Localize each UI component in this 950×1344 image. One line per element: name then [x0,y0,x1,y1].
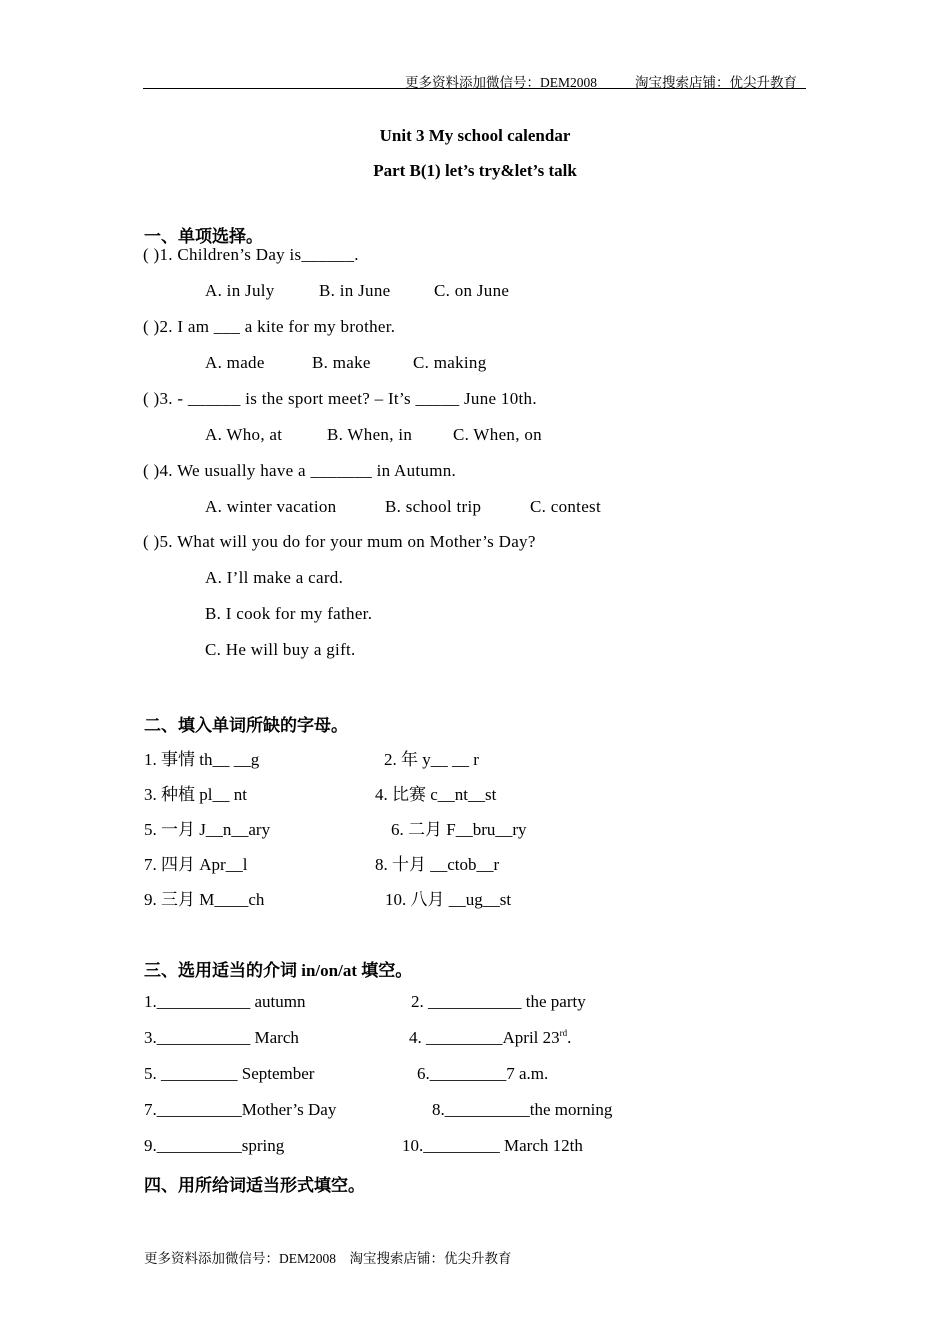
prep-item-8: 8.__________the morning [432,1100,613,1119]
question-2-stem: ( )2. I am ___ a kite for my brother. [143,317,396,336]
letter-item-4: 4. 比赛 c__nt__st [375,785,497,804]
prep-item-10: 10._________ March 12th [402,1136,583,1155]
question-1-option-b: B. in June [319,281,391,300]
header-divider [143,88,806,89]
letter-item-2: 2. 年 y__ __ r [384,750,479,769]
prep-item-7: 7.__________Mother’s Day [144,1100,337,1119]
question-2-option-b: B. make [312,353,371,372]
letter-item-1: 1. 事情 th__ __g [144,750,260,769]
question-2-option-c: C. making [413,353,487,372]
letter-item-10: 10. 八月 __ug__st [385,890,512,909]
letter-item-9: 9. 三月 M____ch [144,890,265,909]
header-shop: 淘宝搜索店铺：优尖升教育 [635,75,797,90]
question-3-option-c: C. When, on [453,425,542,444]
prep-item-6: 6._________7 a.m. [417,1064,549,1083]
prep-item-1: 1.___________ autumn [144,992,306,1011]
question-1-stem: ( )1. Children’s Day is______. [143,245,359,264]
letter-item-6: 6. 二月 F__bru__ry [391,820,527,839]
header-wechat: 更多资料添加微信号：DEM2008 [405,75,597,90]
prep-item-4: 4. _________April 23rd. [409,1028,572,1047]
question-4-option-c: C. contest [530,497,601,516]
prep-item-2: 2. ___________ the party [411,992,586,1011]
prep-item-3: 3.___________ March [144,1028,299,1047]
question-5-option-a: A. I’ll make a card. [205,568,344,587]
part-title: Part B(1) let’s try&let’s talk [373,161,577,180]
section4-heading: 四、用所给词适当形式填空。 [144,1176,365,1195]
question-4-option-b: B. school trip [385,497,482,516]
question-4-option-a: A. winter vacation [205,497,337,516]
question-5-option-c: C. He will buy a gift. [205,640,356,659]
question-5-option-b: B. I cook for my father. [205,604,373,623]
section1-heading: 一、单项选择。 [144,227,263,246]
unit-title: Unit 3 My school calendar [379,126,571,145]
question-2-option-a: A. made [205,353,265,372]
prep-item-9: 9.__________spring [144,1136,285,1155]
section2-heading: 二、填入单词所缺的字母。 [144,716,348,735]
question-3-stem: ( )3. - ______ is the sport meet? – It’s _____ June 10th. [143,389,537,408]
prep-item-5: 5. _________ September [144,1064,315,1083]
letter-item-5: 5. 一月 J__n__ary [144,820,271,839]
letter-item-3: 3. 种植 pl__ nt [144,785,247,804]
question-1-option-a: A. in July [205,281,275,300]
section3-heading: 三、选用适当的介词 in/on/at 填空。 [144,961,413,980]
question-5-stem: ( )5. What will you do for your mum on Mother’s Day? [143,532,536,551]
question-3-option-a: A. Who, at [205,425,283,444]
letter-item-7: 7. 四月 Apr__l [144,855,248,874]
letter-item-8: 8. 十月 __ctob__r [375,855,500,874]
footer-text: 更多资料添加微信号：DEM2008 淘宝搜索店铺：优尖升教育 [144,1251,512,1266]
question-1-option-c: C. on June [434,281,510,300]
question-4-stem: ( )4. We usually have a _______ in Autumn. [143,461,457,480]
question-3-option-b: B. When, in [327,425,413,444]
